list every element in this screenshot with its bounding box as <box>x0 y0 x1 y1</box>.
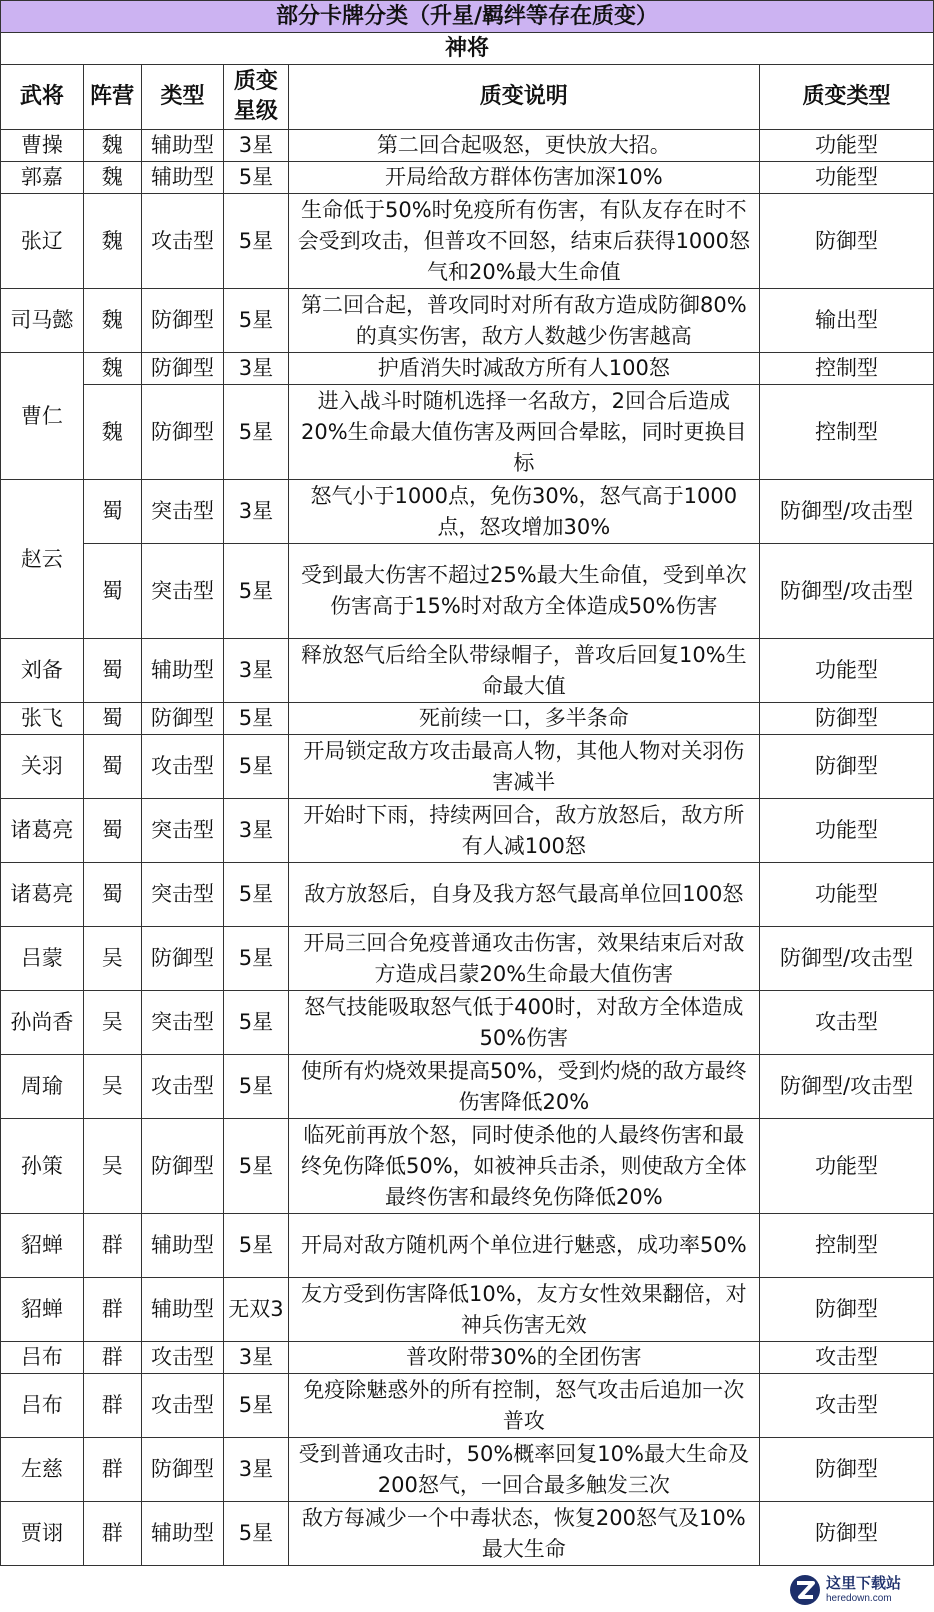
cell-effect: 控制型 <box>760 385 934 480</box>
cell-camp: 魏 <box>83 385 141 480</box>
cell-effect: 输出型 <box>760 289 934 353</box>
table-row <box>1 1374 934 1438</box>
table-row <box>1 194 934 289</box>
cell-effect: 防御型 <box>760 703 934 735</box>
cell-effect: 防御型 <box>760 1278 934 1342</box>
cell-desc: 死前续一口，多半条命 <box>288 703 760 735</box>
cell-star: 5星 <box>224 194 288 289</box>
cell-desc: 开局给敌方群体伤害加深10% <box>288 162 760 194</box>
cell-star: 无双3 <box>224 1278 288 1342</box>
cell-desc: 开局锁定敌方攻击最高人物，其他人物对关羽伤害减半 <box>288 735 760 799</box>
cell-general: 诸葛亮 <box>1 863 84 927</box>
cell-desc: 敌方放怒后，自身及我方怒气最高单位回100怒 <box>288 863 760 927</box>
cell-effect: 攻击型 <box>760 1342 934 1374</box>
cell-desc: 敌方每减少一个中毒状态，恢复200怒气及10%最大生命 <box>288 1502 760 1566</box>
cell-camp: 群 <box>83 1342 141 1374</box>
cell-effect: 功能型 <box>760 863 934 927</box>
cell-kind: 攻击型 <box>141 1055 224 1119</box>
cell-general: 吕布 <box>1 1374 84 1438</box>
cell-camp: 魏 <box>83 130 141 162</box>
header-camp: 阵营 <box>83 65 141 130</box>
cell-kind: 辅助型 <box>141 162 224 194</box>
cell-general: 赵云 <box>1 480 84 639</box>
cell-effect: 功能型 <box>760 799 934 863</box>
cell-star: 5星 <box>224 703 288 735</box>
cell-camp: 吴 <box>83 991 141 1055</box>
cell-desc: 使所有灼烧效果提高50%，受到灼烧的敌方最终伤害降低20% <box>288 1055 760 1119</box>
cell-kind: 攻击型 <box>141 735 224 799</box>
cell-general: 吕蒙 <box>1 927 84 991</box>
cell-desc: 开局三回合免疫普通攻击伤害，效果结束后对敌方造成吕蒙20%生命最大值伤害 <box>288 927 760 991</box>
cell-desc: 免疫除魅惑外的所有控制，怒气攻击后追加一次普攻 <box>288 1374 760 1438</box>
cell-camp: 魏 <box>83 194 141 289</box>
cell-camp: 魏 <box>83 162 141 194</box>
cell-camp: 群 <box>83 1374 141 1438</box>
cell-kind: 防御型 <box>141 353 224 385</box>
header-star: 质变 星级 <box>224 65 288 130</box>
cell-desc: 开始时下雨，持续两回合，敌方放怒后，敌方所有人减100怒 <box>288 799 760 863</box>
cell-desc: 生命低于50%时免疫所有伤害，有队友存在时不会受到攻击，但普攻不回怒，结束后获得1000怒气和20%最大生命值 <box>288 194 760 289</box>
cell-kind: 防御型 <box>141 703 224 735</box>
cell-desc: 怒气技能吸取怒气低于400时，对敌方全体造成50%伤害 <box>288 991 760 1055</box>
cell-effect: 功能型 <box>760 639 934 703</box>
cell-kind: 辅助型 <box>141 1502 224 1566</box>
table-row <box>1 927 934 991</box>
cell-camp: 吴 <box>83 927 141 991</box>
cell-kind: 防御型 <box>141 927 224 991</box>
cell-general: 孙策 <box>1 1119 84 1214</box>
cell-general: 貂蝉 <box>1 1214 84 1278</box>
table-row <box>1 289 934 353</box>
cell-kind: 防御型 <box>141 1119 224 1214</box>
cell-effect: 攻击型 <box>760 991 934 1055</box>
cell-star: 3星 <box>224 1438 288 1502</box>
z-logo-icon <box>788 1573 822 1607</box>
cell-general: 孙尚香 <box>1 991 84 1055</box>
header-kind: 类型 <box>141 65 224 130</box>
cell-kind: 突击型 <box>141 991 224 1055</box>
cell-camp: 蜀 <box>83 544 141 639</box>
cell-camp: 蜀 <box>83 735 141 799</box>
cell-camp: 群 <box>83 1438 141 1502</box>
cell-desc: 临死前再放个怒，同时使杀他的人最终伤害和最终免伤降低50%，如被神兵击杀，则使敌方全体最终伤害和最终免伤降低20% <box>288 1119 760 1214</box>
table-row <box>1 863 934 927</box>
site-watermark <box>782 1568 934 1612</box>
cell-desc: 第二回合起吸怒，更快放大招。 <box>288 130 760 162</box>
header-effect: 质变类型 <box>760 65 934 130</box>
cell-camp: 吴 <box>83 1119 141 1214</box>
cell-camp: 蜀 <box>83 703 141 735</box>
cell-kind: 辅助型 <box>141 639 224 703</box>
cell-general: 张飞 <box>1 703 84 735</box>
table-row <box>1 1055 934 1119</box>
cell-star: 5星 <box>224 991 288 1055</box>
cell-effect: 功能型 <box>760 130 934 162</box>
cell-effect: 功能型 <box>760 162 934 194</box>
cell-star: 5星 <box>224 927 288 991</box>
cell-desc: 受到普通攻击时，50%概率回复10%最大生命及200怒气，一回合最多触发三次 <box>288 1438 760 1502</box>
table-row <box>1 1502 934 1566</box>
cell-desc: 受到最大伤害不超过25%最大生命值，受到单次伤害高于15%时对敌方全体造成50%伤害 <box>288 544 760 639</box>
cell-camp: 魏 <box>83 289 141 353</box>
table-row <box>1 639 934 703</box>
title-row <box>1 1 934 33</box>
cell-desc: 友方受到伤害降低10%，友方女性效果翻倍，对神兵伤害无效 <box>288 1278 760 1342</box>
cell-star: 5星 <box>224 289 288 353</box>
section-title: 神将 <box>1 33 934 65</box>
cell-star: 5星 <box>224 1214 288 1278</box>
cell-kind: 防御型 <box>141 385 224 480</box>
cell-kind: 辅助型 <box>141 1214 224 1278</box>
header-desc: 质变说明 <box>288 65 760 130</box>
cell-camp: 吴 <box>83 1055 141 1119</box>
table-row <box>1 799 934 863</box>
table-row <box>1 162 934 194</box>
cell-effect: 控制型 <box>760 353 934 385</box>
table-row <box>1 1438 934 1502</box>
cell-effect: 防御型 <box>760 1502 934 1566</box>
cell-desc: 开局对敌方随机两个单位进行魅惑，成功率50% <box>288 1214 760 1278</box>
header-general: 武将 <box>1 65 84 130</box>
cell-star: 3星 <box>224 799 288 863</box>
table-row <box>1 991 934 1055</box>
cell-kind: 防御型 <box>141 289 224 353</box>
cell-kind: 突击型 <box>141 480 224 544</box>
cell-kind: 突击型 <box>141 544 224 639</box>
cell-camp: 蜀 <box>83 863 141 927</box>
table-title: 部分卡牌分类（升星/羁绊等存在质变） <box>1 1 934 33</box>
cell-general: 诸葛亮 <box>1 799 84 863</box>
cell-general: 周瑜 <box>1 1055 84 1119</box>
header-row <box>1 65 934 130</box>
cell-camp: 蜀 <box>83 799 141 863</box>
cell-camp: 群 <box>83 1278 141 1342</box>
cell-camp: 蜀 <box>83 480 141 544</box>
cell-effect: 防御型 <box>760 735 934 799</box>
cell-effect: 防御型 <box>760 1438 934 1502</box>
cell-star: 5星 <box>224 162 288 194</box>
table-row <box>1 703 934 735</box>
cell-star: 5星 <box>224 385 288 480</box>
cell-kind: 辅助型 <box>141 130 224 162</box>
section-row <box>1 33 934 65</box>
cell-effect: 防御型/攻击型 <box>760 480 934 544</box>
cell-desc: 护盾消失时减敌方所有人100怒 <box>288 353 760 385</box>
table-row <box>1 385 934 480</box>
cell-general: 郭嘉 <box>1 162 84 194</box>
cell-kind: 攻击型 <box>141 194 224 289</box>
cell-effect: 防御型 <box>760 194 934 289</box>
cell-star: 5星 <box>224 863 288 927</box>
cell-desc: 第二回合起，普攻同时对所有敌方造成防御80%的真实伤害，敌方人数越少伤害越高 <box>288 289 760 353</box>
table-row <box>1 735 934 799</box>
table-row <box>1 1119 934 1214</box>
cell-general: 左慈 <box>1 1438 84 1502</box>
cell-kind: 攻击型 <box>141 1374 224 1438</box>
cell-star: 3星 <box>224 130 288 162</box>
cell-star: 5星 <box>224 1055 288 1119</box>
cell-kind: 突击型 <box>141 799 224 863</box>
cell-effect: 防御型/攻击型 <box>760 1055 934 1119</box>
table-row <box>1 353 934 385</box>
cell-desc: 释放怒气后给全队带绿帽子，普攻后回复10%生命最大值 <box>288 639 760 703</box>
cell-star: 5星 <box>224 544 288 639</box>
cell-effect: 控制型 <box>760 1214 934 1278</box>
cell-effect: 防御型/攻击型 <box>760 544 934 639</box>
cell-star: 5星 <box>224 1374 288 1438</box>
cell-camp: 蜀 <box>83 639 141 703</box>
cell-desc: 进入战斗时随机选择一名敌方，2回合后造成20%生命最大值伤害及两回合晕眩，同时更换目标 <box>288 385 760 480</box>
cell-star: 5星 <box>224 1502 288 1566</box>
cell-desc: 普攻附带30%的全团伤害 <box>288 1342 760 1374</box>
cell-general: 贾诩 <box>1 1502 84 1566</box>
cell-general: 张辽 <box>1 194 84 289</box>
cell-general: 刘备 <box>1 639 84 703</box>
cell-camp: 群 <box>83 1214 141 1278</box>
cell-star: 5星 <box>224 1119 288 1214</box>
table-row <box>1 480 934 544</box>
cell-general: 司马懿 <box>1 289 84 353</box>
cell-desc: 怒气小于1000点，免伤30%，怒气高于1000点，怒攻增加30% <box>288 480 760 544</box>
cell-camp: 群 <box>83 1502 141 1566</box>
cell-general: 貂蝉 <box>1 1278 84 1342</box>
cell-general: 关羽 <box>1 735 84 799</box>
cell-general: 曹仁 <box>1 353 84 480</box>
watermark-en: heredown.com <box>826 1593 892 1604</box>
cell-general: 曹操 <box>1 130 84 162</box>
cell-star: 5星 <box>224 735 288 799</box>
cell-star: 3星 <box>224 1342 288 1374</box>
cell-kind: 辅助型 <box>141 1278 224 1342</box>
table-row <box>1 130 934 162</box>
cell-star: 3星 <box>224 480 288 544</box>
cell-effect: 功能型 <box>760 1119 934 1214</box>
cell-general: 吕布 <box>1 1342 84 1374</box>
table-row <box>1 1214 934 1278</box>
cell-effect: 防御型/攻击型 <box>760 927 934 991</box>
cell-kind: 突击型 <box>141 863 224 927</box>
table-row <box>1 1278 934 1342</box>
cell-camp: 魏 <box>83 353 141 385</box>
table-row <box>1 544 934 639</box>
table-row <box>1 1342 934 1374</box>
cell-kind: 防御型 <box>141 1438 224 1502</box>
cell-star: 3星 <box>224 639 288 703</box>
cell-effect: 攻击型 <box>760 1374 934 1438</box>
cell-star: 3星 <box>224 353 288 385</box>
cell-kind: 攻击型 <box>141 1342 224 1374</box>
watermark-cn: 这里下载站 <box>826 1574 902 1592</box>
